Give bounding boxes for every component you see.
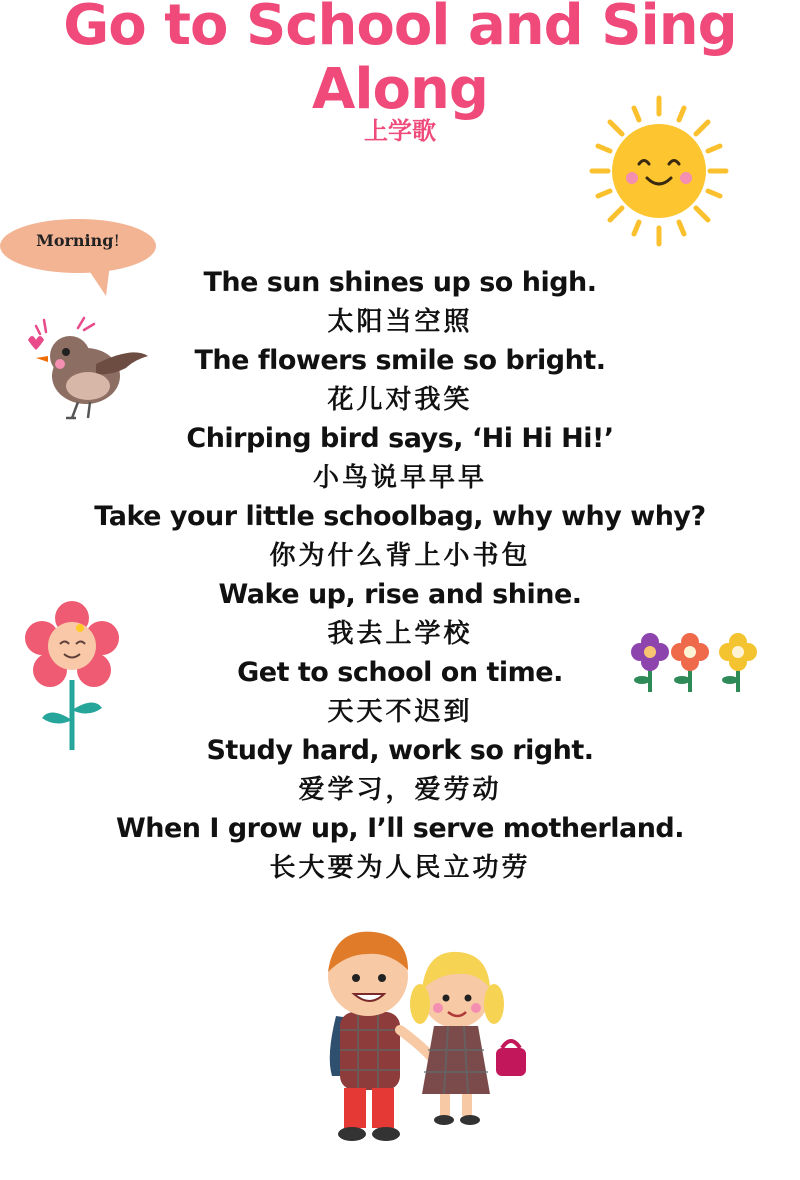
lyric-chinese: 长大要为人民立功劳 bbox=[269, 853, 531, 883]
children-icon bbox=[300, 920, 540, 1150]
lyric-pair bbox=[0, 654, 800, 732]
page-subtitle: 上学歌 bbox=[364, 117, 436, 145]
lyric-chinese: 花儿对我笑 bbox=[327, 385, 473, 415]
lyrics bbox=[0, 264, 800, 888]
lyric-english: When I grow up, I’ll serve motherland. bbox=[115, 813, 685, 844]
bubble-word: Morning bbox=[36, 231, 114, 250]
bubble-mark: ! bbox=[113, 231, 120, 250]
lyric-pair bbox=[0, 420, 800, 498]
lyric-english: The sun shines up so high. bbox=[203, 267, 597, 298]
lyric-pair bbox=[0, 498, 800, 576]
lyric-english: The flowers smile so bright. bbox=[194, 345, 606, 376]
lyric-english: Wake up, rise and shine. bbox=[218, 579, 582, 610]
lyric-pair bbox=[0, 732, 800, 810]
lyric-english: Chirping bird says, ‘Hi Hi Hi!’ bbox=[186, 423, 614, 454]
lyric-english: Take your little schoolbag, why why why? bbox=[94, 501, 706, 532]
lyric-chinese: 太阳当空照 bbox=[327, 307, 473, 337]
lyric-english: Study hard, work so right. bbox=[206, 735, 594, 766]
lyric-pair bbox=[0, 810, 800, 888]
lyric-chinese: 天天不迟到 bbox=[327, 697, 473, 727]
lyric-chinese: 你为什么背上小书包 bbox=[269, 541, 531, 571]
lyric-pair bbox=[0, 342, 800, 420]
lyric-english: Get to school on time. bbox=[237, 657, 563, 688]
page-title: Go to School and Sing Along bbox=[63, 0, 737, 122]
lyric-chinese: 小鸟说早早早 bbox=[312, 463, 487, 493]
lyric-pair bbox=[0, 264, 800, 342]
lyric-pair bbox=[0, 576, 800, 654]
lyric-chinese: 我去上学校 bbox=[327, 619, 473, 649]
lyric-chinese: 爱学习，爱劳动 bbox=[298, 775, 502, 805]
sun-icon bbox=[584, 86, 734, 256]
